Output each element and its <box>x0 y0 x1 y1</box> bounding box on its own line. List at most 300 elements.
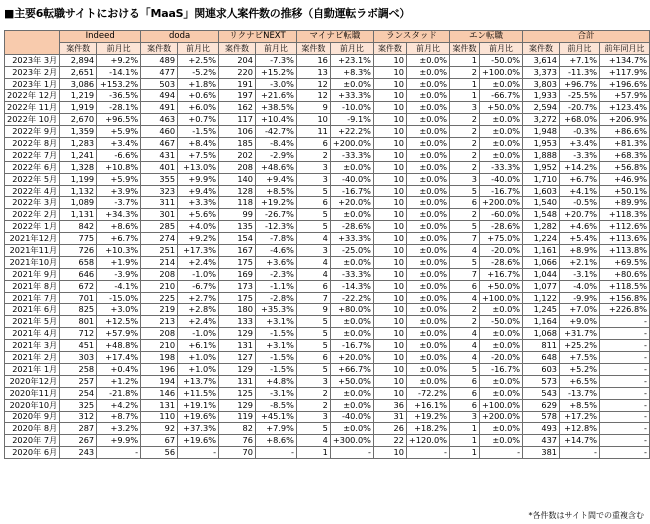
value-cell: +2.4% <box>178 256 219 268</box>
value-cell: 1,077 <box>523 280 560 292</box>
value-cell: +35.3% <box>255 304 296 316</box>
value-cell: 4 <box>296 256 330 268</box>
table-row <box>5 185 650 197</box>
value-cell: -2.9% <box>255 149 296 161</box>
value-cell: 2 <box>450 161 480 173</box>
value-cell: ±0.0% <box>406 126 449 138</box>
value-cell: +5.9% <box>97 173 141 185</box>
value-cell: -28.6% <box>480 221 523 233</box>
value-cell: -5.2% <box>178 66 219 78</box>
value-cell: 1,245 <box>523 304 560 316</box>
value-cell: 1 <box>450 423 480 435</box>
table-row <box>5 245 650 257</box>
value-cell: +118.5% <box>599 280 649 292</box>
value-cell: 1,131 <box>60 209 97 221</box>
value-cell: 629 <box>523 399 560 411</box>
value-cell: +120.0% <box>406 435 449 447</box>
value-cell: 243 <box>60 447 97 459</box>
value-cell: +8.9% <box>560 245 600 257</box>
value-cell: - <box>599 328 649 340</box>
value-cell: +12.8% <box>560 423 600 435</box>
value-cell: - <box>599 423 649 435</box>
value-cell: 7 <box>450 233 480 245</box>
value-cell: 36 <box>373 399 406 411</box>
value-cell: 2,894 <box>60 54 97 66</box>
value-cell: -33.3% <box>330 149 373 161</box>
value-cell: +20.0% <box>330 352 373 364</box>
value-cell: ±0.0% <box>406 173 449 185</box>
value-cell: ±0.0% <box>406 161 449 173</box>
value-cell: 6 <box>450 399 480 411</box>
value-cell: +48.8% <box>97 340 141 352</box>
value-cell: +13.7% <box>178 375 219 387</box>
value-cell: 301 <box>141 209 178 221</box>
report-title: ■主要6転職サイトにおける「MaaS」関連求人案件数の推移（自動運転ラボ調べ） <box>4 7 411 20</box>
month-cell: 2020年 9月 <box>5 411 60 423</box>
value-cell: 106 <box>219 126 256 138</box>
value-cell: +2.5% <box>178 54 219 66</box>
value-cell: 10 <box>373 78 406 90</box>
month-cell: 2022年 5月 <box>5 173 60 185</box>
value-cell: +20.7% <box>560 209 600 221</box>
value-cell: 2 <box>450 316 480 328</box>
value-cell: 489 <box>141 54 178 66</box>
value-cell: 11 <box>296 126 330 138</box>
value-cell: 173 <box>219 280 256 292</box>
value-cell: +86.6% <box>599 126 649 138</box>
value-cell: - <box>599 399 649 411</box>
value-cell: +15.2% <box>255 66 296 78</box>
value-cell: 1,161 <box>523 245 560 257</box>
value-cell: 9 <box>296 304 330 316</box>
value-cell: +22.2% <box>330 126 373 138</box>
value-cell: 5 <box>296 316 330 328</box>
value-cell: ±0.0% <box>480 78 523 90</box>
value-cell: -8.4% <box>255 138 296 150</box>
value-cell: +57.9% <box>599 90 649 102</box>
value-cell: 6 <box>450 375 480 387</box>
value-cell: +0.6% <box>178 90 219 102</box>
value-cell: ±0.0% <box>406 375 449 387</box>
value-cell: 2 <box>450 126 480 138</box>
value-cell: +7.0% <box>560 304 600 316</box>
value-cell: 3 <box>450 173 480 185</box>
value-cell: 6 <box>450 197 480 209</box>
value-cell: 543 <box>523 387 560 399</box>
table-row <box>5 352 650 364</box>
value-cell: 175 <box>219 256 256 268</box>
month-cell: 2022年 10月 <box>5 114 60 126</box>
value-cell: +7.5% <box>560 352 600 364</box>
value-cell: -25.5% <box>560 90 600 102</box>
value-cell: 10 <box>373 387 406 399</box>
value-cell: ±0.0% <box>406 114 449 126</box>
value-cell: +6.0% <box>178 102 219 114</box>
table-row <box>5 411 650 423</box>
value-cell: -4.0% <box>560 280 600 292</box>
value-cell: 169 <box>219 268 256 280</box>
value-cell: 603 <box>523 363 560 375</box>
value-cell: +7.1% <box>560 54 600 66</box>
value-cell: ±0.0% <box>406 292 449 304</box>
table-row <box>5 447 650 459</box>
table-row <box>5 292 650 304</box>
value-cell: 162 <box>219 102 256 114</box>
value-cell: 312 <box>60 411 97 423</box>
group-header: Indeed <box>60 31 141 43</box>
value-cell: 287 <box>60 423 97 435</box>
value-cell: -2.3% <box>255 268 296 280</box>
table-row <box>5 375 650 387</box>
value-cell: 5 <box>296 185 330 197</box>
value-cell: 196 <box>141 363 178 375</box>
value-cell: +50.0% <box>480 280 523 292</box>
value-cell: ±0.0% <box>330 328 373 340</box>
sub-header-yoy: 前年同月比 <box>599 42 649 54</box>
value-cell: - <box>178 447 219 459</box>
value-cell: +8.6% <box>97 221 141 233</box>
value-cell: -7.3% <box>255 54 296 66</box>
value-cell: 1,603 <box>523 185 560 197</box>
value-cell: 6 <box>296 197 330 209</box>
value-cell: 578 <box>523 411 560 423</box>
value-cell: 463 <box>141 114 178 126</box>
value-cell: 5 <box>450 256 480 268</box>
value-cell: +9.9% <box>178 173 219 185</box>
value-cell: -16.7% <box>480 185 523 197</box>
value-cell: +23.1% <box>330 54 373 66</box>
value-cell: 3,373 <box>523 66 560 78</box>
table-row <box>5 161 650 173</box>
value-cell: 4 <box>296 435 330 447</box>
value-cell: +33.3% <box>330 90 373 102</box>
value-cell: +20.0% <box>330 197 373 209</box>
value-cell: 119 <box>219 411 256 423</box>
value-cell: 460 <box>141 126 178 138</box>
value-cell: -1.5% <box>255 352 296 364</box>
value-cell: 477 <box>141 66 178 78</box>
value-cell: 12 <box>296 90 330 102</box>
value-cell: -4.6% <box>255 245 296 257</box>
value-cell: ±0.0% <box>480 423 523 435</box>
table-row <box>5 256 650 268</box>
value-cell: 267 <box>60 435 97 447</box>
value-cell: +2.1% <box>560 256 600 268</box>
value-cell: 2 <box>450 209 480 221</box>
value-cell: +14.2% <box>560 161 600 173</box>
value-cell: ±0.0% <box>406 280 449 292</box>
value-cell: -40.0% <box>330 411 373 423</box>
value-cell: 1 <box>450 78 480 90</box>
table-row <box>5 54 650 66</box>
value-cell: 10 <box>373 340 406 352</box>
value-cell: 431 <box>141 149 178 161</box>
value-cell: +3.1% <box>255 316 296 328</box>
value-cell: 2,651 <box>60 66 97 78</box>
month-cell: 2022年 4月 <box>5 185 60 197</box>
value-cell: 10 <box>373 268 406 280</box>
value-cell: 10 <box>373 256 406 268</box>
value-cell: 16 <box>296 54 330 66</box>
value-cell: 1 <box>450 435 480 447</box>
value-cell: -10.0% <box>330 102 373 114</box>
value-cell: 10 <box>373 185 406 197</box>
value-cell: -6.7% <box>178 280 219 292</box>
value-cell: 254 <box>60 387 97 399</box>
value-cell: 494 <box>141 90 178 102</box>
value-cell: 311 <box>141 197 178 209</box>
value-cell: 3,086 <box>60 78 97 90</box>
value-cell: 10 <box>373 138 406 150</box>
value-cell: +45.1% <box>255 411 296 423</box>
table-row <box>5 304 650 316</box>
table-row <box>5 138 650 150</box>
value-cell: ±0.0% <box>406 316 449 328</box>
value-cell: 118 <box>219 197 256 209</box>
value-cell: -4.1% <box>97 280 141 292</box>
value-cell: -0.5% <box>560 197 600 209</box>
value-cell: 2 <box>450 66 480 78</box>
value-cell: +4.2% <box>97 399 141 411</box>
value-cell: ±0.0% <box>406 66 449 78</box>
sub-header-count: 案件数 <box>523 42 560 54</box>
month-cell: 2022年 11月 <box>5 102 60 114</box>
value-cell: +5.4% <box>560 233 600 245</box>
value-cell: 491 <box>141 102 178 114</box>
month-cell: 2020年 7月 <box>5 435 60 447</box>
value-cell: +117.9% <box>599 66 649 78</box>
value-cell: ±0.0% <box>406 185 449 197</box>
value-cell: 185 <box>219 138 256 150</box>
value-cell: +8.5% <box>560 399 600 411</box>
value-cell: ±0.0% <box>480 138 523 150</box>
table-row <box>5 280 650 292</box>
value-cell: 26 <box>373 423 406 435</box>
table-row <box>5 149 650 161</box>
value-cell: +206.9% <box>599 114 649 126</box>
value-cell: 1 <box>450 90 480 102</box>
value-cell: 1,241 <box>60 149 97 161</box>
value-cell: 225 <box>141 292 178 304</box>
value-cell: 146 <box>141 387 178 399</box>
value-cell: -1.5% <box>178 126 219 138</box>
value-cell: -42.7% <box>255 126 296 138</box>
value-cell: ±0.0% <box>406 149 449 161</box>
value-cell: +113.6% <box>599 233 649 245</box>
value-cell: 202 <box>219 149 256 161</box>
value-cell: 467 <box>141 138 178 150</box>
group-header: エン転職 <box>450 31 523 43</box>
value-cell: 5 <box>296 209 330 221</box>
value-cell: -28.1% <box>97 102 141 114</box>
value-cell: 10 <box>373 352 406 364</box>
value-cell: +153.2% <box>97 78 141 90</box>
value-cell: +9.4% <box>178 185 219 197</box>
value-cell: +19.2% <box>406 411 449 423</box>
value-cell: ±0.0% <box>406 304 449 316</box>
value-cell: 323 <box>141 185 178 197</box>
footnote: *各件数はサイト間での重複含む <box>528 511 644 520</box>
value-cell: ±0.0% <box>480 340 523 352</box>
value-cell: -20.0% <box>480 352 523 364</box>
value-cell: +96.7% <box>560 78 600 90</box>
value-cell: +3.2% <box>97 423 141 435</box>
value-cell: - <box>599 363 649 375</box>
value-cell: 1 <box>450 447 480 459</box>
table-row <box>5 316 650 328</box>
value-cell: -20.0% <box>480 245 523 257</box>
value-cell: 194 <box>141 375 178 387</box>
value-cell: ±0.0% <box>406 54 449 66</box>
value-cell: +6.5% <box>560 375 600 387</box>
value-cell: ±0.0% <box>406 138 449 150</box>
value-cell: 5 <box>450 363 480 375</box>
value-cell: 437 <box>523 435 560 447</box>
value-cell: 658 <box>60 256 97 268</box>
value-cell: 1,933 <box>523 90 560 102</box>
value-cell: -3.7% <box>97 197 141 209</box>
value-cell: +16.7% <box>480 268 523 280</box>
table-row <box>5 221 650 233</box>
value-cell: 10 <box>373 209 406 221</box>
value-cell: - <box>255 447 296 459</box>
value-cell: +113.8% <box>599 245 649 257</box>
value-cell: 4 <box>450 340 480 352</box>
value-cell: +17.2% <box>560 411 600 423</box>
value-cell: +14.7% <box>560 435 600 447</box>
value-cell: 4 <box>296 233 330 245</box>
month-cell: 2022年 2月 <box>5 209 60 221</box>
value-cell: +100.0% <box>480 292 523 304</box>
value-cell: -40.0% <box>480 173 523 185</box>
value-cell: +100.0% <box>480 66 523 78</box>
month-cell: 2022年 1月 <box>5 221 60 233</box>
value-cell: +69.5% <box>599 256 649 268</box>
value-cell: - <box>599 435 649 447</box>
sub-header-mom: 前月比 <box>97 42 141 54</box>
value-cell: -1.0% <box>178 268 219 280</box>
value-cell: +196.6% <box>599 78 649 90</box>
value-cell: 10 <box>373 102 406 114</box>
month-cell: 2022年 7月 <box>5 149 60 161</box>
value-cell: -1.0% <box>178 328 219 340</box>
value-cell: ±0.0% <box>406 268 449 280</box>
value-cell: 1,948 <box>523 126 560 138</box>
value-cell: 4 <box>296 268 330 280</box>
table-row <box>5 209 650 221</box>
value-cell: 2 <box>296 149 330 161</box>
value-cell: 2 <box>450 138 480 150</box>
value-cell: +56.8% <box>599 161 649 173</box>
value-cell: +8.7% <box>97 411 141 423</box>
value-cell: 12 <box>296 78 330 90</box>
value-cell: 5 <box>296 221 330 233</box>
value-cell: +37.3% <box>178 423 219 435</box>
value-cell: 22 <box>373 435 406 447</box>
value-cell: 1,919 <box>60 102 97 114</box>
value-cell: 1,068 <box>523 328 560 340</box>
value-cell: -28.6% <box>330 221 373 233</box>
value-cell: +33.3% <box>330 233 373 245</box>
value-cell: 2 <box>450 114 480 126</box>
value-cell: 6 <box>296 138 330 150</box>
table-row <box>5 66 650 78</box>
value-cell: -33.3% <box>480 161 523 173</box>
value-cell: 381 <box>523 447 560 459</box>
value-cell: 213 <box>141 316 178 328</box>
value-cell: +80.0% <box>330 304 373 316</box>
value-cell: 204 <box>219 54 256 66</box>
value-cell: 2 <box>296 387 330 399</box>
value-cell: 9 <box>296 102 330 114</box>
value-cell: -50.0% <box>480 316 523 328</box>
value-cell: 70 <box>219 447 256 459</box>
month-cell: 2022年 6月 <box>5 161 60 173</box>
value-cell: 10 <box>296 114 330 126</box>
value-cell: 10 <box>373 66 406 78</box>
value-cell: +300.0% <box>330 435 373 447</box>
value-cell: 10 <box>373 328 406 340</box>
value-cell: +57.9% <box>97 328 141 340</box>
value-cell: 1,359 <box>60 126 97 138</box>
value-cell: -3.1% <box>255 387 296 399</box>
value-cell: -14.1% <box>97 66 141 78</box>
value-cell: +66.7% <box>330 363 373 375</box>
value-cell: 131 <box>219 375 256 387</box>
value-cell: 127 <box>219 352 256 364</box>
value-cell: 1,952 <box>523 161 560 173</box>
sub-header-mom: 前月比 <box>480 42 523 54</box>
value-cell: 5 <box>296 340 330 352</box>
table-row <box>5 102 650 114</box>
value-cell: 10 <box>373 197 406 209</box>
value-cell: ±0.0% <box>480 435 523 447</box>
value-cell: 10 <box>373 114 406 126</box>
value-cell: 1,540 <box>523 197 560 209</box>
value-cell: -6.6% <box>97 149 141 161</box>
month-cell: 2021年 8月 <box>5 280 60 292</box>
value-cell: -66.7% <box>480 90 523 102</box>
sub-header-mom: 前月比 <box>330 42 373 54</box>
value-cell: 493 <box>523 423 560 435</box>
month-cell: 2021年 5月 <box>5 316 60 328</box>
value-cell: 31 <box>373 411 406 423</box>
month-cell: 2021年 2月 <box>5 352 60 364</box>
value-cell: ±0.0% <box>406 78 449 90</box>
value-cell: ±0.0% <box>480 304 523 316</box>
value-cell: 210 <box>141 280 178 292</box>
value-cell: ±0.0% <box>406 328 449 340</box>
value-cell: -16.7% <box>330 340 373 352</box>
month-cell: 2022年 12月 <box>5 90 60 102</box>
table-row <box>5 114 650 126</box>
value-cell: +89.9% <box>599 197 649 209</box>
value-cell: 672 <box>60 280 97 292</box>
value-cell: 3,272 <box>523 114 560 126</box>
value-cell: 1,548 <box>523 209 560 221</box>
value-cell: 167 <box>219 245 256 257</box>
value-cell: 140 <box>219 173 256 185</box>
value-cell: - <box>480 447 523 459</box>
value-cell: 4 <box>450 328 480 340</box>
value-cell: 325 <box>60 399 97 411</box>
value-cell: 3 <box>296 375 330 387</box>
value-cell: 251 <box>141 245 178 257</box>
value-cell: -16.7% <box>480 363 523 375</box>
value-cell: +17.3% <box>178 245 219 257</box>
value-cell: 10 <box>373 304 406 316</box>
value-cell: +1.8% <box>178 78 219 90</box>
